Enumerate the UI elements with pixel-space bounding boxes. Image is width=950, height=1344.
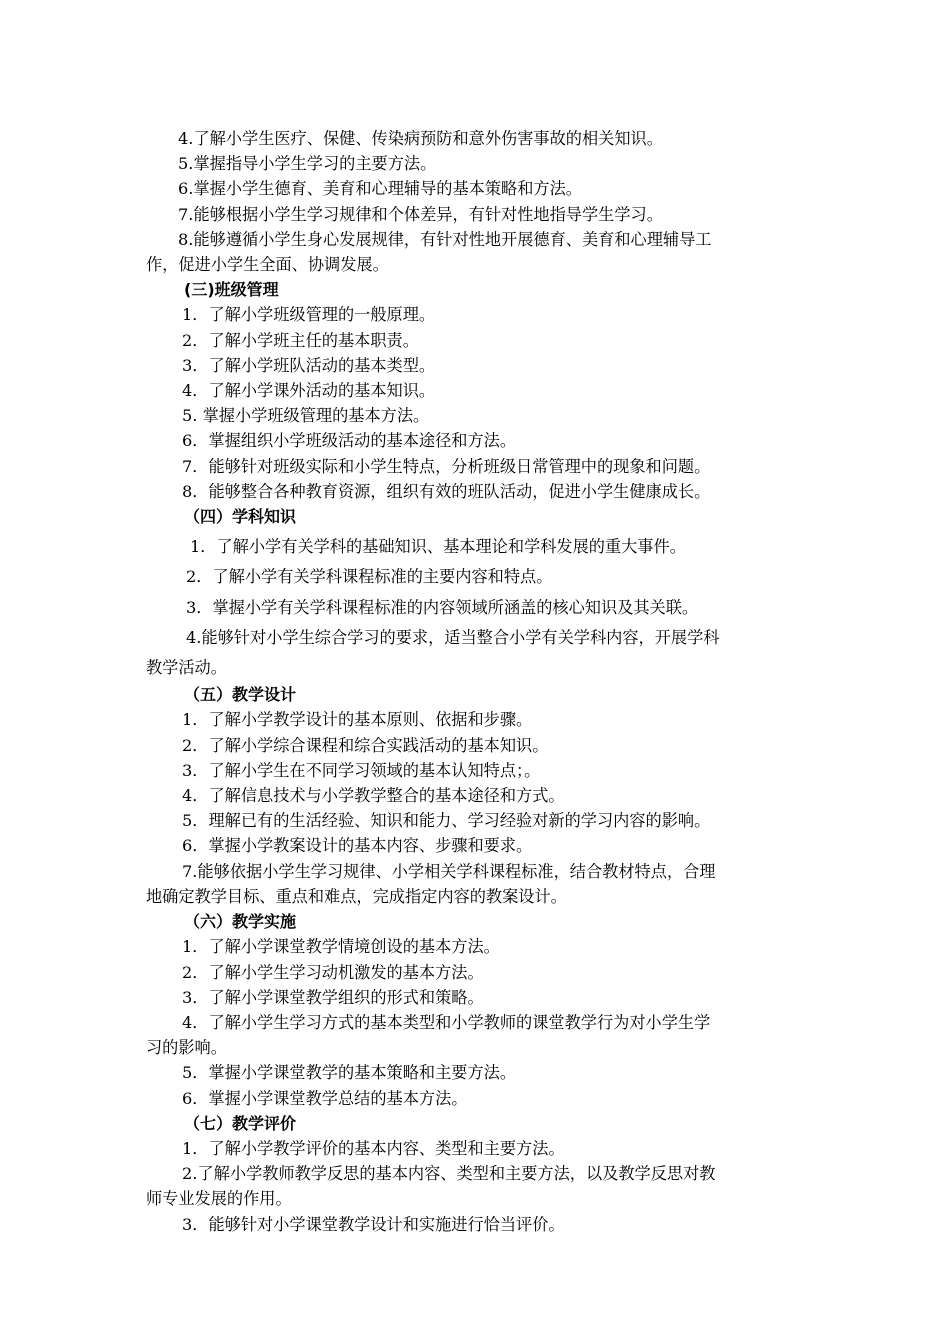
list-item: 2．了解小学生学习动机激发的基本方法。: [182, 962, 484, 982]
list-item: 5. 掌握小学班级管理的基本方法。: [182, 406, 430, 426]
list-item: 3．掌握小学有关学科课程标准的内容领域所涵盖的核心知识及其关联。: [186, 597, 699, 617]
list-item: 6．掌握组织小学班级活动的基本途径和方法。: [182, 431, 517, 451]
list-item: 2．了解小学班主任的基本职责。: [182, 330, 419, 350]
list-item: 4．了解小学生学习方式的基本类型和小学教师的课堂教学行为对小学生学: [182, 1012, 711, 1032]
list-item: 5.掌握指导小学生学习的主要方法。: [178, 154, 437, 174]
list-item-continuation: 师专业发展的作用。: [146, 1189, 292, 1209]
list-item: 7．能够针对班级实际和小学生特点，分析班级日常管理中的现象和问题。: [182, 456, 711, 476]
section-heading-teaching-evaluation: （七）教学评价: [184, 1113, 297, 1133]
list-item: 5．掌握小学课堂教学的基本策略和主要方法。: [182, 1063, 517, 1083]
section-heading-class-management: (三)班级管理: [184, 280, 279, 300]
list-item: 3．了解小学生在不同学习领域的基本认知特点；。: [182, 760, 541, 780]
list-item: 7.能够根据小学生学习规律和个体差异，有针对性地指导学生学习。: [178, 204, 663, 224]
list-item: 1．了解小学教学评价的基本内容、类型和主要方法。: [182, 1138, 565, 1158]
list-item: 4．了解信息技术与小学教学整合的基本途径和方式。: [182, 786, 565, 806]
list-item: 1．了解小学有关学科的基础知识、基本理论和学科发展的重大事件。: [190, 537, 686, 557]
section-heading-teaching-implementation: （六）教学实施: [184, 912, 297, 932]
list-item-continuation: 习的影响。: [146, 1038, 227, 1058]
list-item-continuation: 作，促进小学生全面、协调发展。: [146, 255, 389, 275]
list-item: 3．能够针对小学课堂教学设计和实施进行恰当评价。: [182, 1214, 565, 1234]
list-item-continuation: 地确定教学目标、重点和难点，完成指定内容的教案设计。: [146, 886, 567, 906]
list-item: 2．了解小学综合课程和综合实践活动的基本知识。: [182, 735, 549, 755]
list-item: 4．了解小学课外活动的基本知识。: [182, 381, 436, 401]
list-item: 6．掌握小学教案设计的基本内容、步骤和要求。: [182, 836, 533, 856]
list-item: 6．掌握小学课堂教学总结的基本方法。: [182, 1088, 468, 1108]
section-heading-teaching-design: （五）教学设计: [184, 685, 297, 705]
list-item-continuation: 教学活动。: [146, 658, 227, 678]
list-item: 6.掌握小学生德育、美育和心理辅导的基本策略和方法。: [178, 179, 582, 199]
list-item: 3．了解小学班队活动的基本类型。: [182, 355, 436, 375]
list-item: 1．了解小学教学设计的基本原则、依据和步骤。: [182, 710, 533, 730]
document-body: [146, 126, 810, 1237]
list-item: 2．了解小学有关学科课程标准的主要内容和特点。: [186, 567, 553, 587]
list-item: 8.能够遵循小学生身心发展规律，有针对性地开展德育、美育和心理辅导工: [178, 229, 712, 249]
list-item: 1．了解小学班级管理的一般原理。: [182, 305, 436, 325]
list-item: 4.了解小学生医疗、保健、传染病预防和意外伤害事故的相关知识。: [178, 129, 663, 148]
section-heading-subject-knowledge: （四）学科知识: [184, 507, 297, 527]
list-item: 8．能够整合各种教育资源，组织有效的班队活动，促进小学生健康成长。: [182, 481, 711, 501]
list-item: 5．理解已有的生活经验、知识和能力、学习经验对新的学习内容的影响。: [182, 811, 711, 831]
list-item: 7.能够依据小学生学习规律、小学相关学科课程标准，结合教材特点，合理: [182, 861, 716, 881]
list-item: 4.能够针对小学生综合学习的要求，适当整合小学有关学科内容，开展学科: [186, 627, 720, 647]
list-item: 3．了解小学课堂教学组织的形式和策略。: [182, 987, 484, 1007]
list-item: 2.了解小学教师教学反思的基本内容、类型和主要方法，以及教学反思对教: [182, 1164, 716, 1184]
list-item: 1．了解小学课堂教学情境创设的基本方法。: [182, 937, 500, 957]
